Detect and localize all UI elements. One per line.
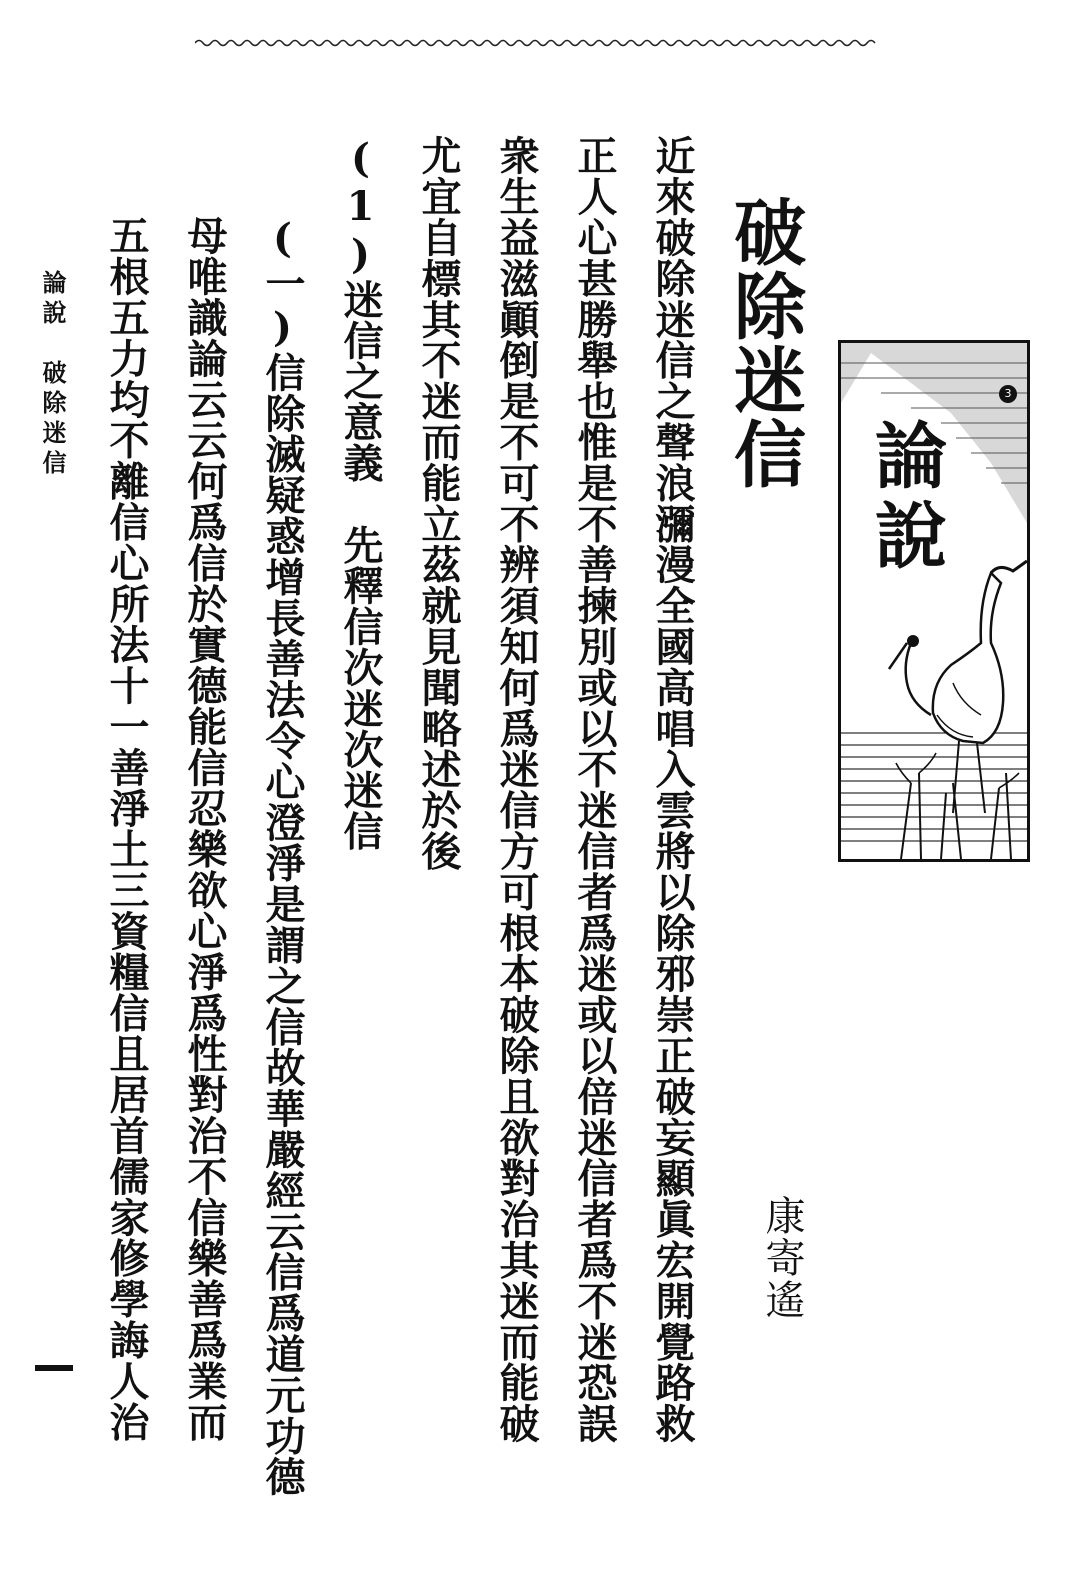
body-column: 母唯識論云云何爲信於實德能信忍樂欲心淨爲性對治不信樂善爲業而 [181, 215, 228, 1442]
article-author: 康寄遙 [759, 1195, 805, 1321]
body-column: 衆生益滋顚倒是不可不辨須知何爲迷信方可根本破除且欲對治其迷而能破 [493, 135, 540, 1444]
page-tag-badge: 3 [999, 385, 1017, 403]
body-column: (1)迷信之意義 先釋信次迷次迷信 [337, 135, 384, 852]
page-number [35, 1365, 73, 1371]
body-column: 五根五力均不離信心所法十一善淨土三資糧信且居首儒家修學誨人治 [103, 215, 150, 1442]
body-column: 近來破除迷信之聲浪瀰漫全國高唱入雲將以除邪崇正破妄顯眞宏開覺路救 [649, 135, 696, 1444]
running-head: 論說 破除迷信 [38, 270, 67, 480]
body-column: 正人心甚勝舉也惟是不善揀別或以不迷信者爲迷或以倍迷信者爲不迷恐誤 [571, 135, 618, 1444]
body-column: 尤宜自標其不迷而能立茲就見聞略述於後 [415, 135, 462, 872]
top-decorative-rule [195, 38, 880, 48]
article-title: 破除迷信 [722, 195, 807, 491]
section-heading-box [838, 340, 1030, 862]
body-column: (一)信除滅疑惑增長善法令心澄淨是謂之信故華嚴經云信爲道元功德 [259, 215, 306, 1497]
section-label: 論說 [863, 418, 948, 578]
